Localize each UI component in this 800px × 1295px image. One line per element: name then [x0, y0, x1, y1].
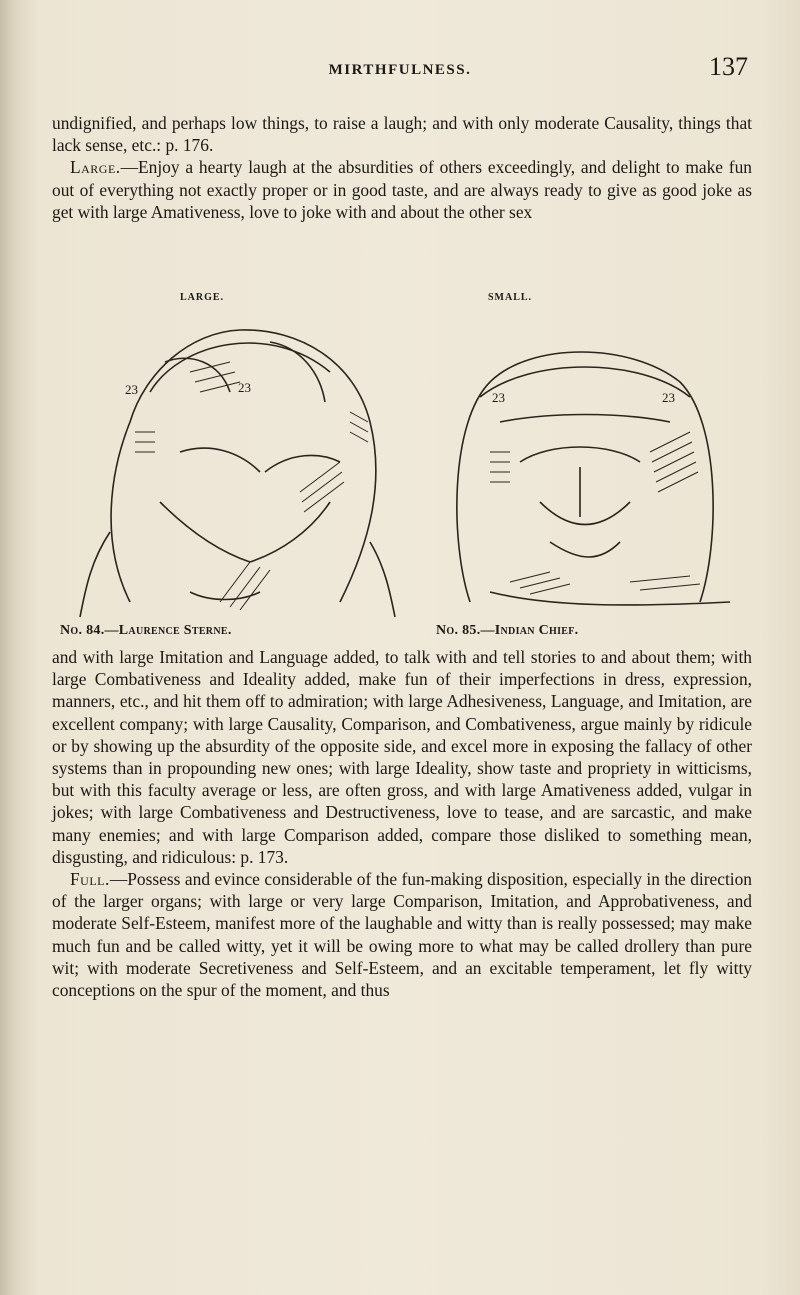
- paragraph-full: [52, 868, 752, 1001]
- figure-right-caption: No. 85.—Indian Chief.: [436, 623, 579, 638]
- paragraph-continued: undignified, and perhaps low things, to raise a laugh; and with only moderate Causality, things that lack sense, etc.: p. 176.: [52, 113, 752, 156]
- paragraph-label-full: Full.: [70, 869, 110, 890]
- figure-right-top-label: SMALL.: [488, 292, 533, 303]
- marker-23-left-b: 23: [238, 380, 251, 395]
- upper-text-block: [52, 112, 752, 223]
- phrenology-head-small-icon: [430, 302, 742, 622]
- marker-23-left: 23: [125, 382, 138, 397]
- figure-left-caption: No. 84.—Laurence Sterne.: [60, 623, 232, 638]
- marker-23-right: 23: [492, 390, 505, 405]
- marker-23-right-b: 23: [662, 390, 675, 405]
- paragraph-large-body: —Enjoy a hearty laugh at the absurdities of others exceedingly, and delight to make fun out of everything not exactly proper or in good taste, and are always ready to give as good joke as get with large Amativeness, love to joke with and about the other sex: [52, 157, 752, 222]
- paragraph-continued-lower: and with large Imitation and Language added, to talk with and tell stories to and about them; with large Combativeness and Ideality added, make fun of their imperfections in dress, expression, manners, etc., and hit them off to admiration; with large Adhesiveness, Language, and Imitation, are excellent company; with large Causality, Comparison, and Combativeness, argue mainly by ridicule or by showing up the absurdity of the opposite side, and excel more in exposing the fallacy of other systems than in propounding new ones; with large Ideality, show taste and propriety in witticisms, but with this faculty average or less, are often gross, and with large Amativeness added, vulgar in jokes; with large Combativeness and Destructiveness, love to tease, and are sarcastic, and make many enemies; and with large Comparison added, compare those disliked to something mean, disgusting, and ridiculous: p. 173.: [52, 647, 752, 867]
- page-header: [0, 52, 800, 100]
- phrenology-head-large-icon: [70, 302, 400, 622]
- paragraph-full-body: —Possess and evince considerable of the fun-making disposition, especially in the direction of the larger organs; with large or very large Comparison, Imitation, and Approbativeness, and moderate Self-Esteem, manifest more of the laughable and witty than is really possessed; may make much fun and be called witty, yet it will be owing more to what may be called drollery than pure wit; with moderate Secretiveness and Self-Esteem, and an excitable temperament, let fly witty conceptions on the spur of the moment, and thus: [52, 869, 752, 1001]
- running-head: MIRTHFULNESS.: [328, 62, 472, 78]
- paragraph-large: [52, 156, 752, 223]
- paragraph-label-large: Large.: [70, 157, 121, 178]
- figure-pair: [52, 292, 752, 642]
- lower-text-block: [52, 646, 752, 1001]
- page-number: 137: [709, 52, 748, 81]
- figure-left-top-label: LARGE.: [180, 292, 225, 303]
